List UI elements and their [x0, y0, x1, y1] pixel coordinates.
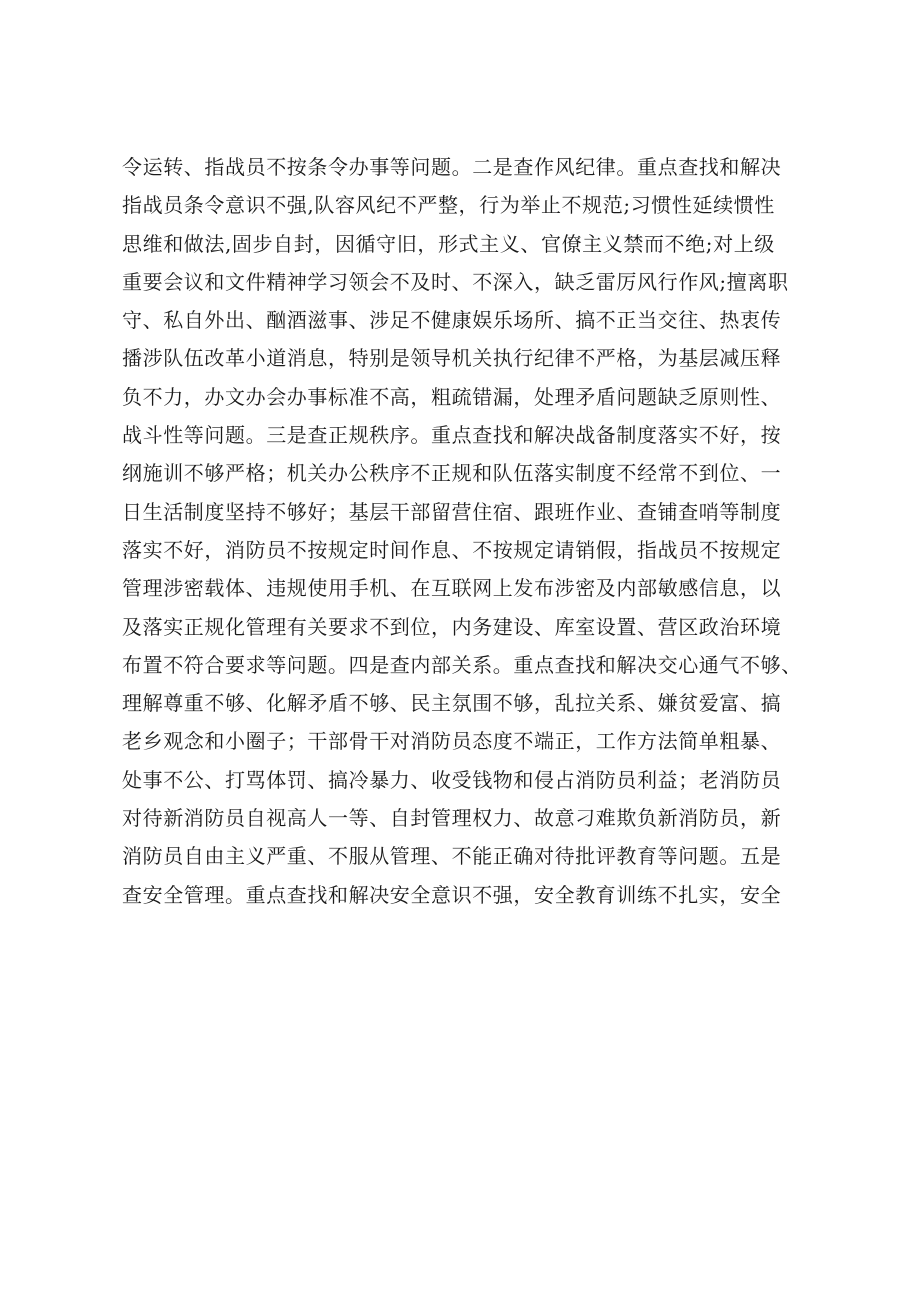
body-text: [122, 148, 822, 914]
text-line: 思维和做法,固步自封，因循守旧，形式主义、官僚主义禁而不绝;对上级: [122, 231, 775, 256]
text-line: 及落实正规化管理有关要求不到位，内务建设、库室设置、营区政治环境: [122, 614, 782, 639]
text-line: 布置不符合要求等问题。四是查内部关系。重点查找和解决交心通气不够、: [122, 652, 802, 677]
text-line: 对待新消防员自视高人一等、自封管理权力、故意刁难欺负新消防员，新: [122, 806, 782, 831]
text-line: 播涉队伍改革小道消息，特别是领导机关执行纪律不严格，为基层减压释: [122, 346, 782, 371]
text-line: 理解尊重不够、化解矛盾不够、民主氛围不够，乱拉关系、嫌贫爱富、搞: [122, 691, 782, 716]
text-line: 查安全管理。重点查找和解决安全意识不强，安全教育训练不扎实，安全: [122, 882, 782, 907]
text-line: 令运转、指战员不按条令办事等问题。二是查作风纪律。重点查找和解决: [122, 155, 782, 179]
text-line: 消防员自由主义严重、不服从管理、不能正确对待批评教育等问题。五是: [122, 844, 782, 869]
text-line: 日生活制度坚持不够好；基层干部留营住宿、跟班作业、查铺查哨等制度: [122, 499, 782, 524]
text-line: 指战员条令意识不强,队容风纪不严整，行为举止不规范;习惯性延续惯性: [122, 193, 775, 218]
text-line: 纲施训不够严格；机关办公秩序不正规和队伍落实制度不经常不到位、一: [122, 461, 782, 486]
text-line: 守、私自外出、酗酒滋事、涉足不健康娱乐场所、搞不正当交往、热衷传: [122, 308, 782, 333]
text-line: 重要会议和文件精神学习领会不及时、不深入，缺乏雷厉风行作风;擅离职: [122, 269, 789, 294]
text-line: 负不力，办文办会办事标准不高，粗疏错漏，处理矛盾问题缺乏原则性、: [122, 384, 782, 409]
text-line: 战斗性等问题。三是查正规秩序。重点查找和解决战备制度落实不好，按: [122, 423, 782, 448]
text-line: 处事不公、打骂体罚、搞冷暴力、收受钱物和侵占消防员利益；老消防员: [122, 767, 782, 792]
text-line: 管理涉密载体、违规使用手机、在互联网上发布涉密及内部敏感信息，以: [122, 576, 782, 601]
text-line: 落实不好，消防员不按规定时间作息、不按规定请销假，指战员不按规定: [122, 537, 782, 562]
text-line: 老乡观念和小圈子；干部骨干对消防员态度不端正，工作方法简单粗暴、: [122, 729, 782, 754]
